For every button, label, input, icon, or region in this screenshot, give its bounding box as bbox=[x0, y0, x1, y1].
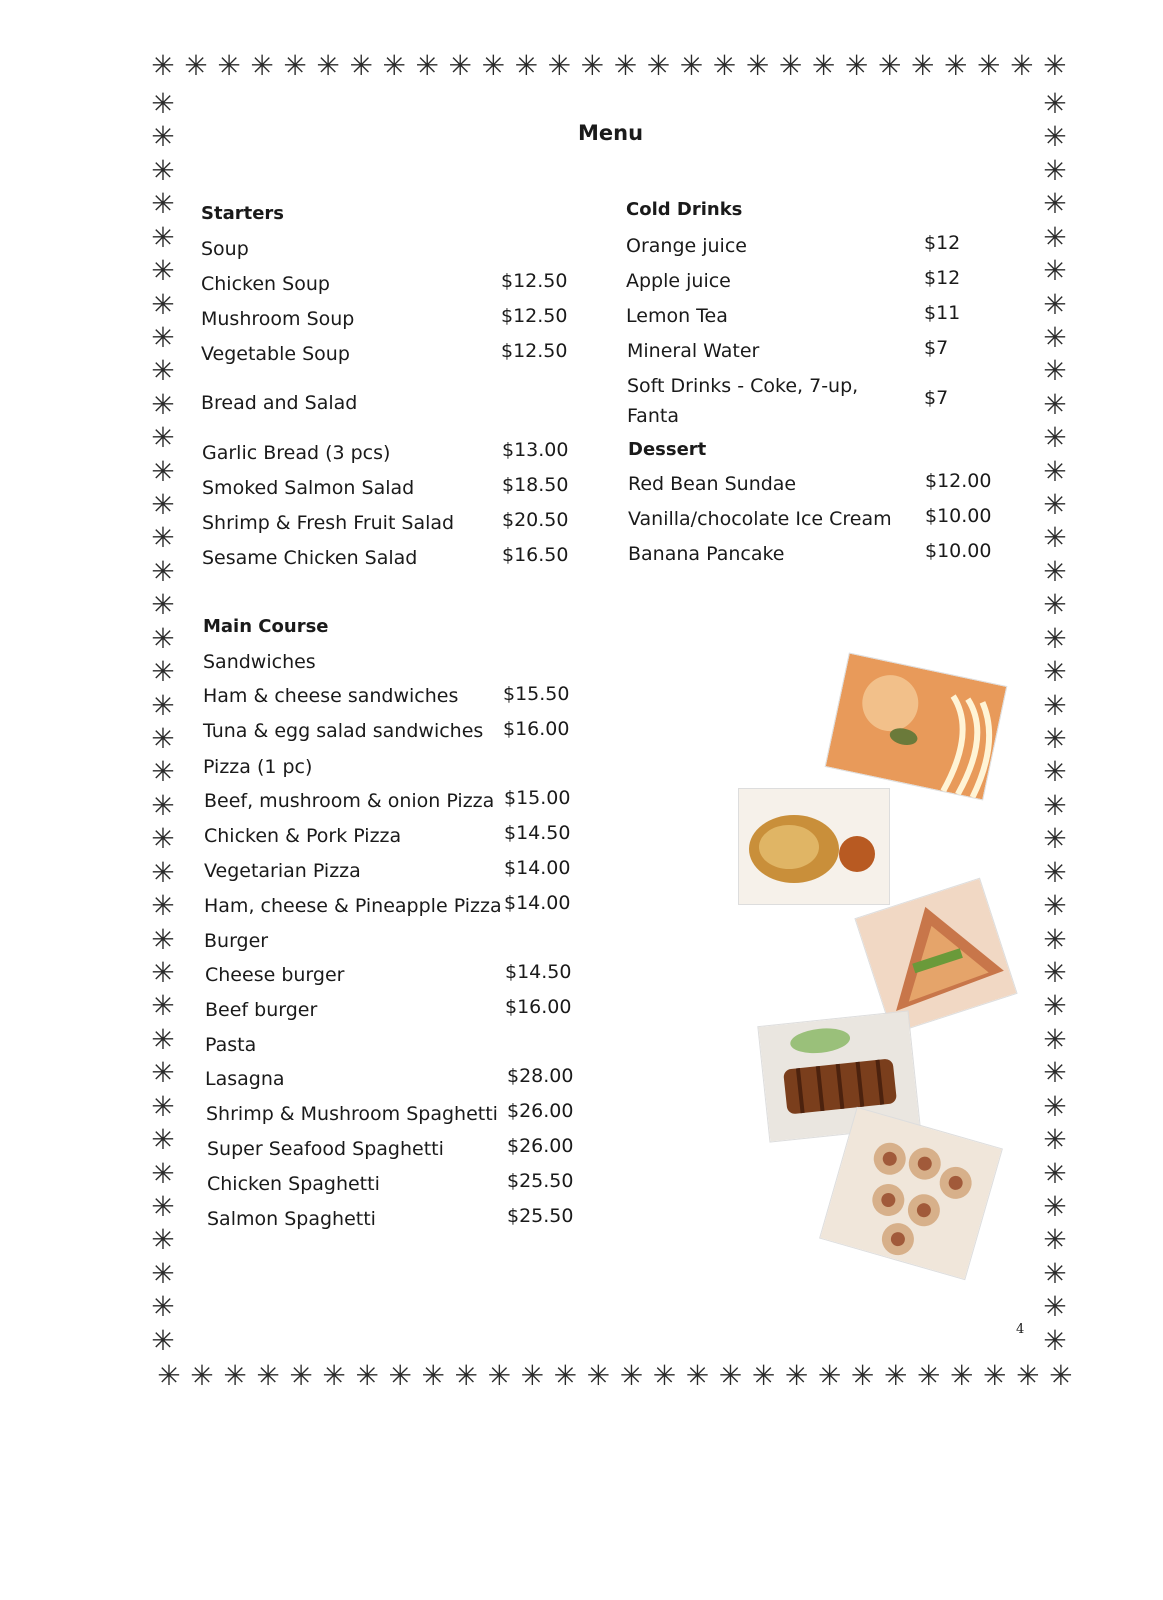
menu-price: $10.00 bbox=[925, 540, 992, 562]
border-star-icon: ✳ bbox=[916, 1359, 941, 1392]
border-star-icon: ✳ bbox=[151, 49, 175, 82]
menu-item: Lasagna bbox=[205, 1068, 285, 1090]
border-star-icon: ✳ bbox=[1043, 588, 1067, 622]
border-star-icon: ✳ bbox=[151, 454, 175, 488]
menu-price: $20.50 bbox=[502, 509, 569, 531]
border-star-icon: ✳ bbox=[1043, 1189, 1067, 1223]
border-star-icon: ✳ bbox=[250, 49, 274, 82]
border-star-icon: ✳ bbox=[151, 120, 175, 154]
menu-item: Lemon Tea bbox=[626, 305, 728, 327]
menu-item: Beef burger bbox=[205, 999, 318, 1021]
border-star-icon: ✳ bbox=[151, 488, 175, 522]
border-star-icon: ✳ bbox=[151, 922, 175, 956]
menu-item: Vegetarian Pizza bbox=[204, 860, 361, 882]
border-star-icon: ✳ bbox=[151, 1022, 175, 1056]
border-star-icon: ✳ bbox=[151, 521, 175, 555]
menu-item: Smoked Salmon Salad bbox=[202, 477, 415, 499]
border-star-icon: ✳ bbox=[1043, 320, 1067, 354]
menu-item: Beef, mushroom & onion Pizza bbox=[204, 790, 495, 812]
border-star-icon: ✳ bbox=[151, 989, 175, 1023]
menu-price: $25.50 bbox=[507, 1205, 574, 1227]
border-star-icon: ✳ bbox=[817, 1359, 842, 1392]
menu-item-cont: Fanta bbox=[627, 405, 679, 427]
menu-item: Shrimp & Mushroom Spaghetti bbox=[206, 1103, 498, 1125]
border-star-icon: ✳ bbox=[877, 49, 902, 82]
border-star-icon: ✳ bbox=[1043, 922, 1067, 956]
border-star-icon: ✳ bbox=[586, 1359, 611, 1392]
border-star-icon: ✳ bbox=[950, 1359, 974, 1392]
border-star-icon: ✳ bbox=[151, 822, 175, 856]
border-star-icon: ✳ bbox=[151, 554, 175, 588]
border-star-icon: ✳ bbox=[514, 49, 539, 82]
page-number: 4 bbox=[1016, 1322, 1025, 1337]
border-star-icon: ✳ bbox=[322, 1359, 346, 1392]
border-star-icon: ✳ bbox=[151, 1123, 175, 1157]
menu-price: $16.00 bbox=[503, 718, 570, 740]
menu-price: $12.50 bbox=[501, 270, 568, 292]
border-star-icon: ✳ bbox=[784, 1359, 809, 1392]
page-title: Menu bbox=[578, 121, 644, 145]
border-star-icon: ✳ bbox=[316, 49, 340, 82]
menu-price: $15.50 bbox=[503, 683, 570, 705]
border-star-icon: ✳ bbox=[613, 49, 638, 82]
border-star-icon: ✳ bbox=[1043, 254, 1067, 288]
menu-item: Apple juice bbox=[626, 270, 731, 292]
border-star-icon: ✳ bbox=[977, 49, 1001, 82]
border-star-icon: ✳ bbox=[1043, 621, 1067, 655]
border-star-icon: ✳ bbox=[778, 49, 803, 82]
border-star-icon: ✳ bbox=[811, 49, 836, 82]
menu-item: Orange juice bbox=[626, 235, 747, 257]
group-pizza: Pizza (1 pc) bbox=[203, 756, 313, 778]
border-star-icon: ✳ bbox=[151, 320, 175, 354]
cold-drinks-heading: Cold Drinks bbox=[626, 199, 743, 220]
border-star-icon: ✳ bbox=[1043, 722, 1067, 756]
border-star-icon: ✳ bbox=[151, 621, 175, 655]
border-star-icon: ✳ bbox=[481, 49, 506, 82]
border-star-icon: ✳ bbox=[1043, 387, 1067, 421]
menu-price: $14.00 bbox=[504, 857, 571, 879]
menu-price: $12.50 bbox=[501, 340, 568, 362]
border-star-icon: ✳ bbox=[151, 855, 175, 889]
menu-price: $12 bbox=[924, 267, 961, 289]
border-star-icon: ✳ bbox=[151, 655, 175, 689]
border-star-icon: ✳ bbox=[217, 49, 241, 82]
border-star-icon: ✳ bbox=[151, 788, 175, 822]
menu-item: Red Bean Sundae bbox=[628, 473, 797, 495]
border-star-icon: ✳ bbox=[1043, 153, 1067, 187]
border-star-icon: ✳ bbox=[151, 1290, 175, 1324]
menu-price: $15.00 bbox=[504, 787, 571, 809]
menu-price: $26.00 bbox=[507, 1135, 574, 1157]
menu-item: Banana Pancake bbox=[628, 543, 785, 565]
star-border-left bbox=[148, 87, 178, 1357]
border-star-icon: ✳ bbox=[1043, 688, 1067, 722]
border-star-icon: ✳ bbox=[151, 421, 175, 455]
border-star-icon: ✳ bbox=[151, 1089, 175, 1123]
border-star-icon: ✳ bbox=[1043, 788, 1067, 822]
border-star-icon: ✳ bbox=[1043, 655, 1067, 689]
star-border-top bbox=[148, 49, 1070, 82]
border-star-icon: ✳ bbox=[850, 1359, 875, 1392]
menu-price: $7 bbox=[924, 337, 949, 359]
food-photo-pizza bbox=[825, 652, 1008, 800]
menu-item: Vegetable Soup bbox=[201, 343, 350, 365]
border-star-icon: ✳ bbox=[151, 889, 175, 923]
menu-item: Tuna & egg salad sandwiches bbox=[203, 720, 484, 742]
border-star-icon: ✳ bbox=[421, 1359, 445, 1392]
group-pasta: Pasta bbox=[205, 1034, 257, 1056]
menu-price: $7 bbox=[924, 387, 949, 409]
menu-price: $14.50 bbox=[505, 961, 572, 983]
border-star-icon: ✳ bbox=[151, 1323, 175, 1357]
border-star-icon: ✳ bbox=[355, 1359, 379, 1392]
menu-item: Salmon Spaghetti bbox=[207, 1208, 376, 1230]
food-photo-chicken bbox=[738, 788, 890, 905]
border-star-icon: ✳ bbox=[1043, 1290, 1067, 1324]
border-star-icon: ✳ bbox=[1043, 955, 1067, 989]
border-star-icon: ✳ bbox=[151, 287, 175, 321]
border-star-icon: ✳ bbox=[151, 588, 175, 622]
border-star-icon: ✳ bbox=[1043, 488, 1067, 522]
border-star-icon: ✳ bbox=[1043, 1323, 1067, 1357]
border-star-icon: ✳ bbox=[1043, 822, 1067, 856]
menu-price: $12 bbox=[924, 232, 961, 254]
border-star-icon: ✳ bbox=[553, 1359, 578, 1392]
border-star-icon: ✳ bbox=[151, 387, 175, 421]
menu-price: $12.00 bbox=[925, 470, 992, 492]
border-star-icon: ✳ bbox=[1043, 220, 1067, 254]
border-star-icon: ✳ bbox=[1043, 1156, 1067, 1190]
border-star-icon: ✳ bbox=[151, 955, 175, 989]
border-star-icon: ✳ bbox=[1043, 287, 1067, 321]
menu-item: Vanilla/chocolate Ice Cream bbox=[628, 508, 892, 530]
starters-heading: Starters bbox=[201, 203, 284, 224]
border-star-icon: ✳ bbox=[944, 49, 968, 82]
border-star-icon: ✳ bbox=[1043, 521, 1067, 555]
border-star-icon: ✳ bbox=[151, 1223, 175, 1257]
border-star-icon: ✳ bbox=[487, 1359, 512, 1392]
border-star-icon: ✳ bbox=[151, 220, 175, 254]
border-star-icon: ✳ bbox=[1043, 1022, 1067, 1056]
menu-item: Super Seafood Spaghetti bbox=[207, 1138, 444, 1160]
border-star-icon: ✳ bbox=[151, 1189, 175, 1223]
group-soup: Soup bbox=[201, 238, 249, 260]
menu-price: $12.50 bbox=[501, 305, 568, 327]
menu-price: $14.50 bbox=[504, 822, 571, 844]
group-burger: Burger bbox=[204, 930, 269, 952]
border-star-icon: ✳ bbox=[151, 755, 175, 789]
dessert-heading: Dessert bbox=[628, 439, 707, 460]
menu-price: $16.00 bbox=[505, 996, 572, 1018]
border-star-icon: ✳ bbox=[151, 1056, 175, 1090]
border-star-icon: ✳ bbox=[184, 49, 208, 82]
star-border-bottom bbox=[154, 1359, 1076, 1392]
menu-item: Chicken Soup bbox=[201, 273, 330, 295]
border-star-icon: ✳ bbox=[382, 49, 406, 82]
border-star-icon: ✳ bbox=[1043, 1056, 1067, 1090]
main-course-heading: Main Course bbox=[203, 616, 329, 637]
border-star-icon: ✳ bbox=[883, 1359, 908, 1392]
border-star-icon: ✳ bbox=[349, 49, 373, 82]
border-star-icon: ✳ bbox=[151, 87, 175, 120]
menu-price: $14.00 bbox=[504, 892, 571, 914]
group-bread-salad: Bread and Salad bbox=[201, 392, 358, 414]
border-star-icon: ✳ bbox=[157, 1359, 181, 1392]
border-star-icon: ✳ bbox=[1043, 755, 1067, 789]
border-star-icon: ✳ bbox=[718, 1359, 743, 1392]
border-star-icon: ✳ bbox=[256, 1359, 280, 1392]
border-star-icon: ✳ bbox=[151, 1256, 175, 1290]
border-star-icon: ✳ bbox=[1043, 421, 1067, 455]
border-star-icon: ✳ bbox=[1043, 855, 1067, 889]
border-star-icon: ✳ bbox=[547, 49, 572, 82]
border-star-icon: ✳ bbox=[1049, 1359, 1073, 1392]
menu-item: Cheese burger bbox=[205, 964, 345, 986]
menu-price: $13.00 bbox=[502, 439, 569, 461]
border-star-icon: ✳ bbox=[388, 1359, 412, 1392]
menu-item: Ham, cheese & Pineapple Pizza bbox=[204, 895, 502, 917]
menu-item: Chicken & Pork Pizza bbox=[204, 825, 402, 847]
border-star-icon: ✳ bbox=[1043, 1089, 1067, 1123]
border-star-icon: ✳ bbox=[1043, 354, 1067, 388]
border-star-icon: ✳ bbox=[151, 254, 175, 288]
border-star-icon: ✳ bbox=[1043, 889, 1067, 923]
border-star-icon: ✳ bbox=[580, 49, 605, 82]
border-star-icon: ✳ bbox=[1043, 1223, 1067, 1257]
border-star-icon: ✳ bbox=[1043, 1123, 1067, 1157]
border-star-icon: ✳ bbox=[283, 49, 307, 82]
menu-price: $26.00 bbox=[507, 1100, 574, 1122]
border-star-icon: ✳ bbox=[223, 1359, 247, 1392]
border-star-icon: ✳ bbox=[685, 1359, 710, 1392]
border-star-icon: ✳ bbox=[646, 49, 671, 82]
border-star-icon: ✳ bbox=[190, 1359, 214, 1392]
border-star-icon: ✳ bbox=[1043, 87, 1067, 120]
border-star-icon: ✳ bbox=[1043, 989, 1067, 1023]
border-star-icon: ✳ bbox=[151, 688, 175, 722]
group-sandwiches: Sandwiches bbox=[203, 651, 316, 673]
menu-item: Shrimp & Fresh Fruit Salad bbox=[202, 512, 455, 534]
border-star-icon: ✳ bbox=[289, 1359, 313, 1392]
menu-item: Mushroom Soup bbox=[201, 308, 355, 330]
star-border-right bbox=[1040, 87, 1070, 1357]
border-star-icon: ✳ bbox=[415, 49, 439, 82]
border-star-icon: ✳ bbox=[1043, 554, 1067, 588]
border-star-icon: ✳ bbox=[151, 153, 175, 187]
border-star-icon: ✳ bbox=[983, 1359, 1007, 1392]
menu-item: Ham & cheese sandwiches bbox=[203, 685, 459, 707]
menu-item: Garlic Bread (3 pcs) bbox=[202, 442, 391, 464]
border-star-icon: ✳ bbox=[1010, 49, 1034, 82]
border-star-icon: ✳ bbox=[1043, 454, 1067, 488]
menu-item: Chicken Spaghetti bbox=[207, 1173, 380, 1195]
border-star-icon: ✳ bbox=[520, 1359, 545, 1392]
border-star-icon: ✳ bbox=[1043, 187, 1067, 221]
border-star-icon: ✳ bbox=[619, 1359, 644, 1392]
menu-price: $10.00 bbox=[925, 505, 992, 527]
border-star-icon: ✳ bbox=[454, 1359, 479, 1392]
border-star-icon: ✳ bbox=[910, 49, 935, 82]
menu-price: $25.50 bbox=[507, 1170, 574, 1192]
border-star-icon: ✳ bbox=[679, 49, 704, 82]
menu-price: $28.00 bbox=[507, 1065, 574, 1087]
border-star-icon: ✳ bbox=[652, 1359, 677, 1392]
border-star-icon: ✳ bbox=[751, 1359, 776, 1392]
menu-item: Mineral Water bbox=[627, 340, 760, 362]
border-star-icon: ✳ bbox=[745, 49, 770, 82]
menu-price: $11 bbox=[924, 302, 961, 324]
border-star-icon: ✳ bbox=[448, 49, 473, 82]
border-star-icon: ✳ bbox=[844, 49, 869, 82]
menu-item: Soft Drinks - Coke, 7-up, bbox=[627, 375, 859, 397]
border-star-icon: ✳ bbox=[712, 49, 737, 82]
border-star-icon: ✳ bbox=[151, 722, 175, 756]
border-star-icon: ✳ bbox=[151, 354, 175, 388]
border-star-icon: ✳ bbox=[1043, 1256, 1067, 1290]
border-star-icon: ✳ bbox=[1043, 49, 1067, 82]
border-star-icon: ✳ bbox=[1043, 120, 1067, 154]
border-star-icon: ✳ bbox=[1016, 1359, 1040, 1392]
border-star-icon: ✳ bbox=[151, 187, 175, 221]
border-star-icon: ✳ bbox=[151, 1156, 175, 1190]
menu-price: $18.50 bbox=[502, 474, 569, 496]
menu-price: $16.50 bbox=[502, 544, 569, 566]
menu-item: Sesame Chicken Salad bbox=[202, 547, 418, 569]
